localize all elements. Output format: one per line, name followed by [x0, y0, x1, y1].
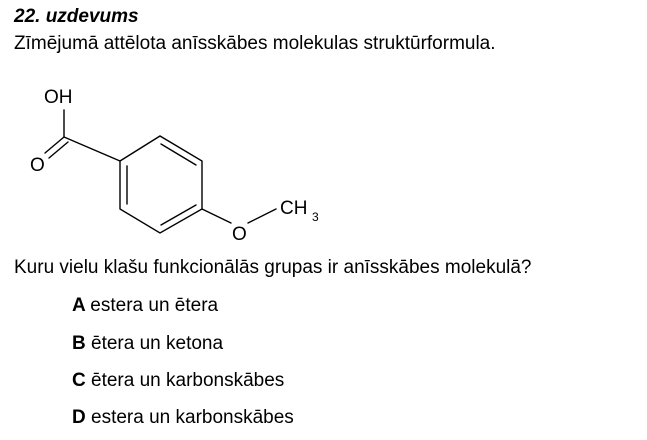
answer-option-d[interactable] [72, 407, 294, 429]
c-o-double-bond-1 [45, 137, 64, 153]
ether-o-label: O [232, 224, 247, 245]
question-text: Kuru vielu klašu funkcionālās grupas ir anīsskābes molekulā? [14, 257, 532, 278]
option-text: ētera un ketona [91, 333, 224, 354]
benzene-ring [120, 136, 202, 233]
option-letter: A [72, 295, 91, 316]
c-ring-bond [64, 137, 120, 161]
answer-option-b[interactable] [72, 333, 223, 355]
option-text: ētera un karbonskābes [91, 370, 285, 391]
o-ch3-bond [248, 209, 276, 223]
option-text: estera un ētera [90, 295, 219, 316]
option-text: estera un karbonskābes [91, 407, 294, 428]
ring-o-bond [202, 209, 231, 223]
answer-option-a[interactable] [72, 295, 218, 317]
c-o-double-bond-2 [49, 142, 68, 158]
methyl-label: CH [280, 198, 308, 219]
task-intro: Zīmējumā attēlota anīsskābes molekulas struktūrformula. [14, 33, 496, 54]
methyl-subscript: 3 [312, 210, 319, 224]
task-title: 22. uzdevums [14, 6, 139, 27]
option-letter: D [72, 407, 91, 428]
option-letter: C [72, 370, 91, 391]
carbonyl-o-label: O [30, 155, 45, 176]
option-letter: B [72, 333, 91, 354]
answer-option-c[interactable] [72, 370, 284, 392]
oh-label: OH [44, 87, 73, 108]
